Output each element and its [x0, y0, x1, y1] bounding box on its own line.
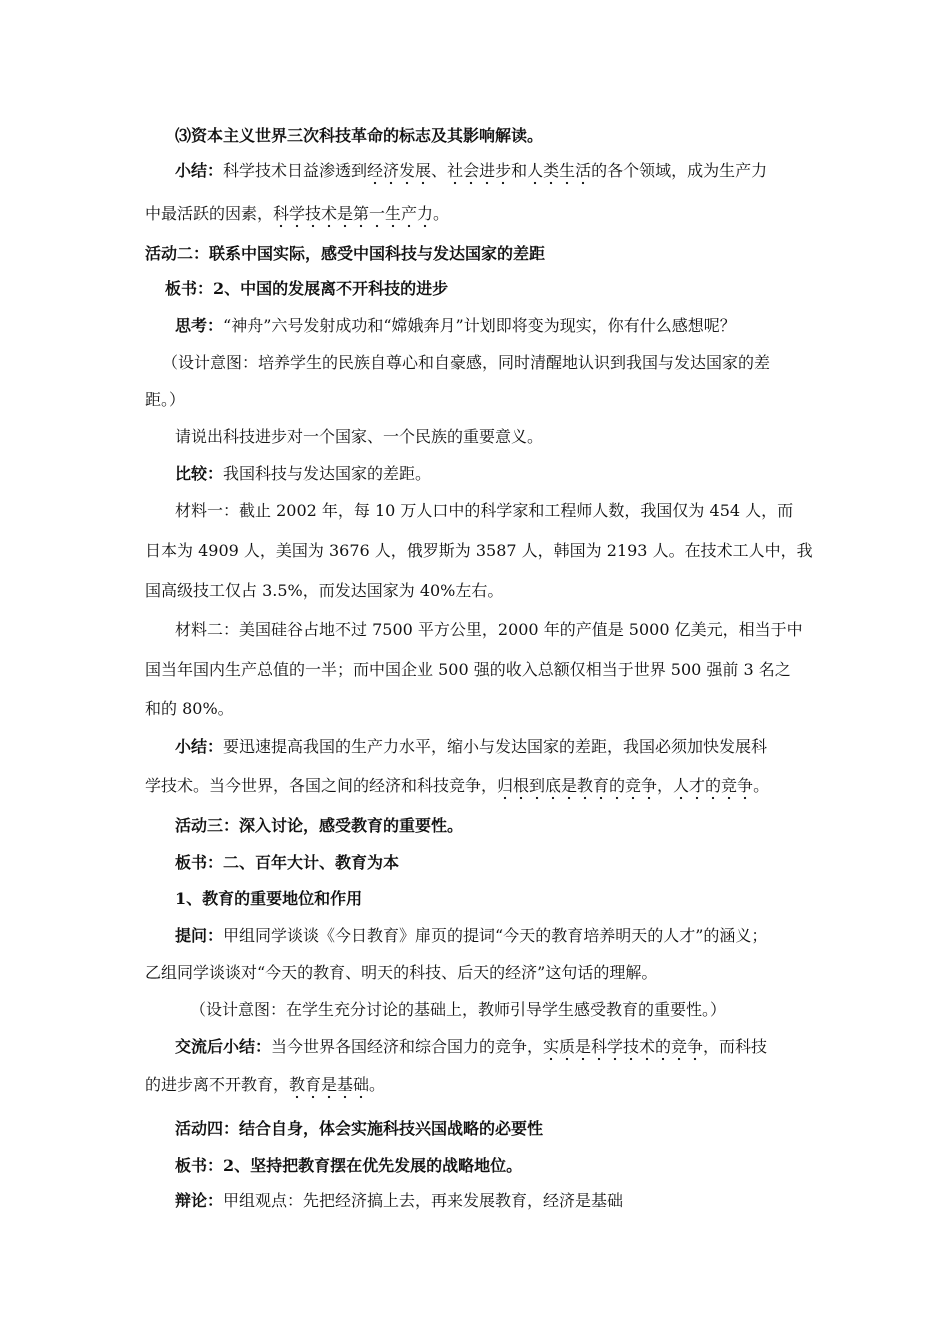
bold-label: 板书：2、坚持把教育摆在优先发展的战略地位。 — [175, 1156, 523, 1175]
bold-label: 小结： — [175, 161, 224, 180]
text-segment: 。 — [753, 776, 770, 795]
text-segment: （设计意图：培养学生的民族自尊心和自豪感，同时清醒地认识到我国与发达国家的差 — [162, 353, 771, 372]
text-segment: ， — [657, 776, 674, 795]
text-segment: 要迅速提高我国的生产力水平，缩小与发达国家的差距，我国必须加快发展科 — [223, 737, 768, 756]
text-segment: ，而科技 — [703, 1037, 768, 1056]
text-segment: 甲组同学谈谈《今日教育》扉页的提词“今天的教育培养明天的人才”的涵义； — [223, 926, 768, 945]
emphasized-text: 实质是科学技术的竞争 — [543, 1037, 703, 1061]
text-line — [0, 540, 950, 562]
section-heading — [0, 1118, 950, 1140]
text-line — [0, 619, 950, 641]
text-segment: 。 — [433, 204, 450, 223]
text-line — [0, 698, 950, 720]
text-line — [0, 463, 950, 485]
section-heading — [0, 243, 950, 265]
bold-label: 活动四：结合自身，体会实施科技兴国战略的必要性 — [175, 1119, 544, 1138]
text-line — [0, 389, 950, 411]
text-line — [0, 1190, 950, 1212]
text-segment: 科学技术日益渗透到 — [223, 161, 368, 180]
bold-label: 提问： — [175, 926, 224, 945]
bold-label: 交流后小结： — [175, 1037, 272, 1056]
bold-label: 板书：2、中国的发展离不开科技的进步 — [165, 279, 449, 298]
text-segment: 、 — [431, 161, 448, 180]
text-segment: 和 — [511, 161, 528, 180]
text-segment: 甲组观点：先把经济搞上去，再来发展教育，经济是基础 — [223, 1191, 624, 1210]
text-line — [0, 925, 950, 947]
text-segment: 和的 80%。 — [145, 699, 234, 718]
text-segment: 日本为 4909 人，美国为 3676 人，俄罗斯为 3587 人，韩国为 2193 人。在技术工人中，我 — [145, 541, 813, 560]
text-line — [0, 315, 950, 337]
text-segment: 中最活跃的因素， — [145, 204, 274, 223]
emphasized-text: 经济发展 — [367, 161, 431, 185]
text-segment: 的各个领域，成为生产力 — [591, 161, 768, 180]
text-segment: 学技术。当今世界，各国之间的经济和科技竞争， — [145, 776, 498, 795]
bold-label: 活动三：深入讨论，感受教育的重要性。 — [175, 816, 464, 835]
text-line — [0, 580, 950, 602]
text-line — [0, 1155, 950, 1177]
bold-label: 板书：二、百年大计、教育为本 — [175, 853, 400, 872]
text-line — [0, 999, 950, 1021]
text-segment: 材料二：美国硅谷占地不过 7500 平方公里，2000 年的产值是 5000 亿美元，相当于中 — [175, 620, 803, 639]
text-segment: 。 — [369, 1075, 386, 1094]
text-segment: 材料一：截止 2002 年，每 10 万人口中的科学家和工程师人数，我国仅为 454 人，而 — [175, 501, 794, 520]
bold-label: 辩论： — [175, 1191, 224, 1210]
text-segment: 的进步离不开教育， — [145, 1075, 290, 1094]
text-segment: 请说出科技进步对一个国家、一个民族的重要意义。 — [175, 427, 544, 446]
text-line — [0, 775, 950, 797]
bold-label: 小结： — [175, 737, 224, 756]
text-line — [0, 203, 950, 225]
text-segment: 国当年国内生产总值的一半；而中国企业 500 强的收入总额仅相当于世界 500 强前 3 名之 — [145, 660, 791, 679]
text-segment: 距。） — [145, 390, 186, 409]
emphasized-text: 归根到底是教育的竞争 — [497, 776, 657, 800]
text-line — [0, 852, 950, 874]
section-heading — [0, 815, 950, 837]
text-line — [0, 888, 950, 910]
text-line — [0, 278, 950, 300]
text-segment: 国高级技工仅占 3.5%，而发达国家为 40%左右。 — [145, 581, 504, 600]
emphasized-text: 教育是基础 — [289, 1075, 369, 1099]
text-line — [0, 500, 950, 522]
text-line — [0, 962, 950, 984]
bold-label: 思考： — [175, 316, 224, 335]
bold-label: 比较： — [175, 464, 224, 483]
text-line — [0, 426, 950, 448]
emphasized-text: 科学技术是第一生产力 — [273, 204, 433, 228]
emphasized-text: 人类生活 — [527, 161, 591, 185]
text-segment: 乙组同学谈谈对“今天的教育、明天的科技、后天的经济”这句话的理解。 — [145, 963, 658, 982]
text-line — [0, 1074, 950, 1096]
text-line — [0, 160, 950, 182]
emphasized-text: 人才的竞争 — [673, 776, 753, 800]
text-line — [0, 1036, 950, 1058]
bold-label: 活动二：联系中国实际，感受中国科技与发达国家的差距 — [145, 244, 546, 263]
text-segment: 当今世界各国经济和综合国力的竞争， — [271, 1037, 544, 1056]
text-line — [0, 352, 950, 374]
text-segment: （设计意图：在学生充分讨论的基础上，教师引导学生感受教育的重要性。） — [190, 1000, 727, 1019]
text-segment: 我国科技与发达国家的差距。 — [223, 464, 432, 483]
text-line — [0, 736, 950, 758]
text-line — [0, 125, 950, 147]
text-segment: “神舟”六号发射成功和“嫦娥奔月”计划即将变为现实，你有什么感想呢？ — [223, 316, 736, 335]
bold-label: 1、教育的重要地位和作用 — [175, 889, 363, 908]
emphasized-text: 社会进步 — [447, 161, 511, 185]
text-line — [0, 659, 950, 681]
bold-label: ⑶资本主义世界三次科技革命的标志及其影响解读。 — [175, 126, 544, 145]
